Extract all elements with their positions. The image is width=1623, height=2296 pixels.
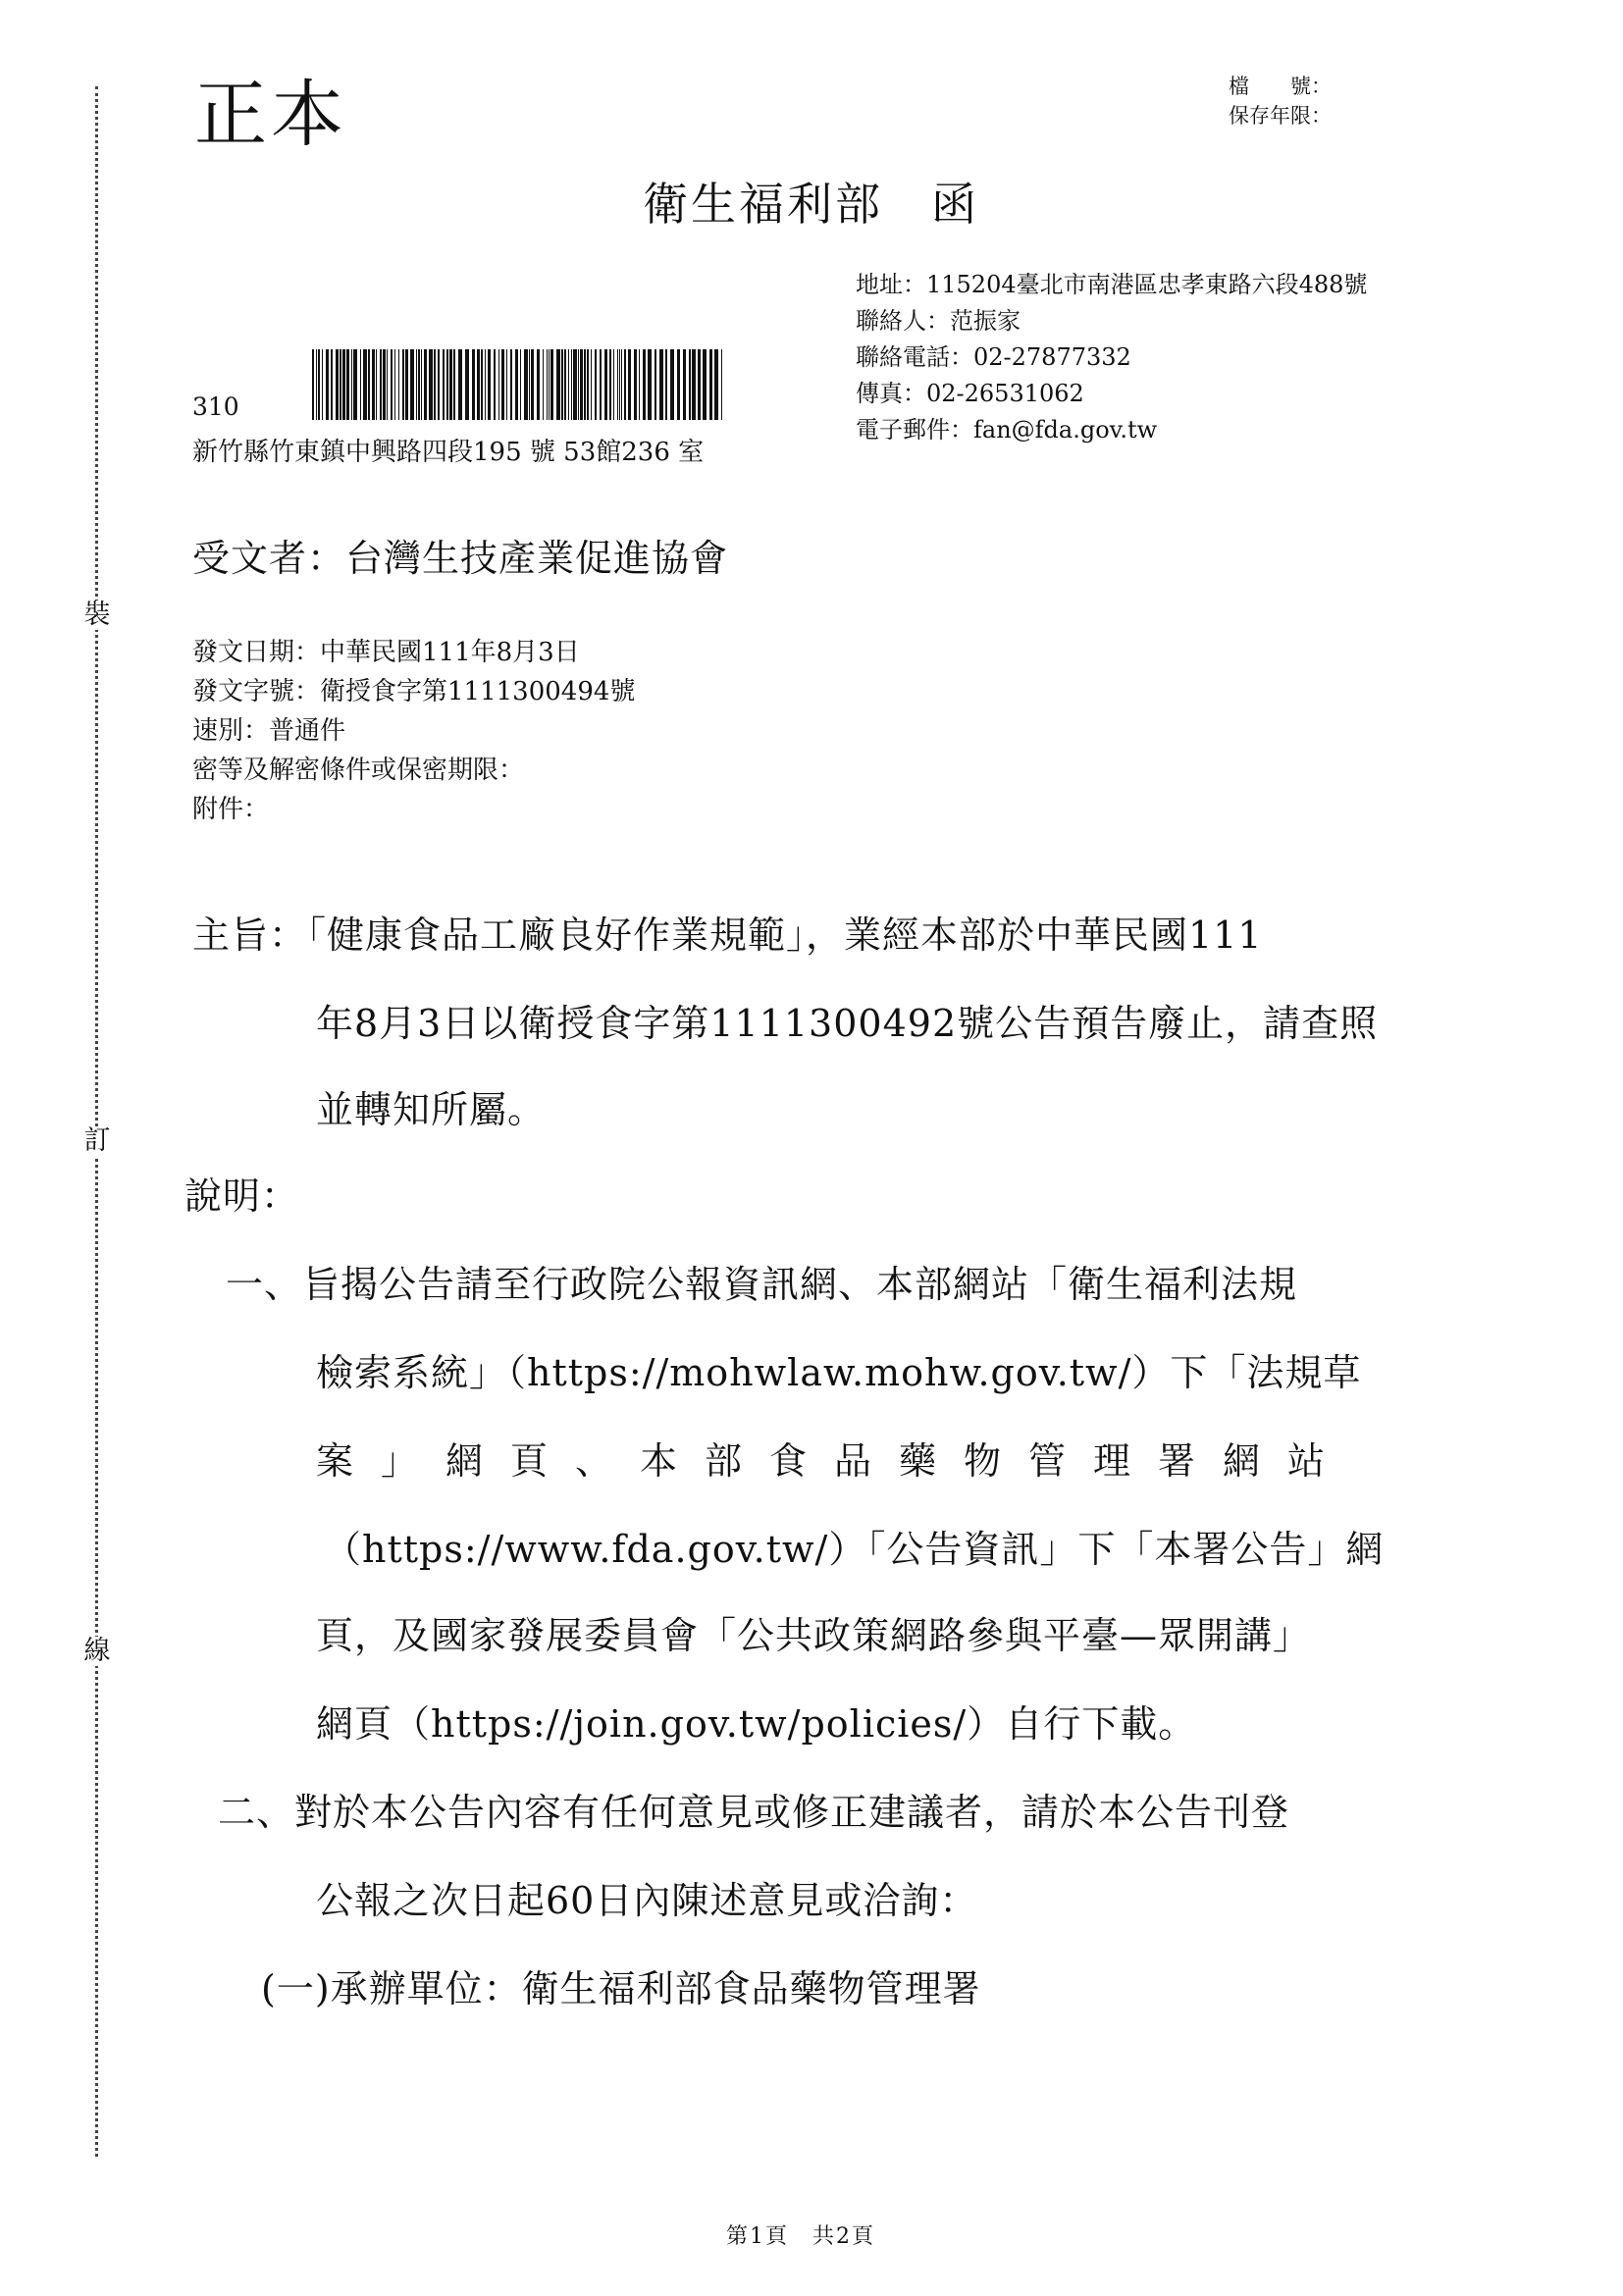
recipient: 受文者：台灣生技產業促進協會	[192, 537, 729, 580]
recipient-zip: 310	[192, 392, 239, 421]
secrecy-level: 密等及解密條件或保密期限：	[192, 756, 525, 785]
explanation-heading: 說明：	[184, 1174, 300, 1218]
explanation-item-1-line-6: 網頁（https://join.gov.tw/policies/）自行下載。	[316, 1702, 1197, 1746]
sender-fax: 傳真：02-26531062	[856, 380, 1084, 407]
binding-char-ding: 訂	[83, 1125, 111, 1156]
original-copy-stamp: 正本	[194, 73, 347, 157]
issue-date: 發文日期：中華民國111年8月3日	[192, 638, 580, 667]
explanation-item-2-sub-1: (一)承辦單位：衛生福利部食品藥物管理署	[261, 1967, 981, 2010]
document-title: 衛生福利部 函	[643, 178, 979, 231]
subject-line-3: 並轉知所屬。	[316, 1088, 547, 1131]
explanation-item-2-line-2: 公報之次日起60日內陳述意見或洽詢：	[316, 1879, 978, 1922]
reference-number: 發文字號：衛授食字第1111300494號	[192, 677, 636, 706]
binding-char-zhuang: 裝	[83, 600, 111, 630]
recipient-mailing-address: 新竹縣竹東鎮中興路四段195 號 53館236 室	[192, 438, 705, 467]
retention-period-label: 保存年限：	[1229, 104, 1332, 128]
explanation-item-2-line-1: 二、對於本公告內容有任何意見或修正建議者，請於本公告刊登	[218, 1791, 1290, 1834]
delivery-speed: 速別：普通件	[192, 716, 346, 746]
page-number: 第1頁 共2頁	[726, 2224, 875, 2249]
subject-line-1: 主旨：「健康食品工廠良好作業規範」，業經本部於中華民國111	[192, 913, 1263, 957]
attachment: 附件：	[192, 795, 270, 824]
binding-char-xian: 線	[83, 1636, 111, 1666]
barcode	[312, 349, 726, 420]
sender-contact-person: 聯絡人：范振家	[856, 307, 1021, 335]
explanation-item-1-line-3: 案」網頁、本部食品藥物管理署網站	[316, 1439, 1353, 1483]
binding-line	[95, 86, 98, 2157]
subject-line-2: 年8月3日以衛授食字第1111300492號公告預告廢止，請查照	[316, 1002, 1379, 1045]
explanation-item-1-line-1: 一、旨揭公告請至行政院公報資訊網、本部網站「衛生福利法規	[226, 1263, 1298, 1306]
sender-email: 電子郵件：fan@fda.gov.tw	[856, 416, 1158, 444]
file-number-label: 檔 號：	[1229, 75, 1332, 98]
sender-address: 地址：115204臺北市南港區忠孝東路六段488號	[856, 271, 1368, 298]
explanation-item-1-line-4: （https://www.fda.gov.tw/）「公告資訊」下「本署公告」網	[324, 1528, 1385, 1571]
explanation-item-1-line-5: 頁，及國家發展委員會「公共政策網路參與平臺—眾開講」	[316, 1614, 1312, 1657]
explanation-item-1-line-2: 檢索系統」（https://mohwlaw.mohw.gov.tw/）下「法規草	[316, 1351, 1362, 1394]
sender-phone: 聯絡電話：02-27877332	[856, 343, 1131, 371]
